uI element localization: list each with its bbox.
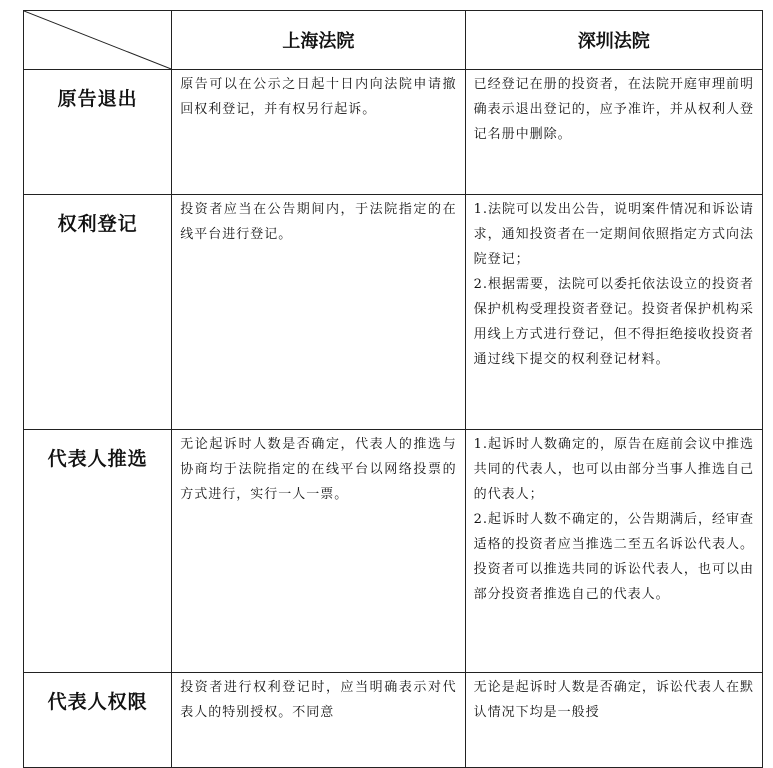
shenzhen-paragraph: 已经登记在册的投资者，在法院开庭审理前明确表示退出登记的，应予准许，并从权利人登记名册中删除。 <box>473 77 754 142</box>
diagonal-line <box>24 11 171 69</box>
table-row <box>24 673 763 768</box>
row-label: 代表人推选 <box>24 430 172 673</box>
shenzhen-cell <box>465 430 762 673</box>
shenzhen-paragraph: 2.起诉时人数不确定的，公告期满后，经审查适格的投资者应当推选二至五名诉讼代表人。投资者可以推选共同的诉讼代表人，也可以由部分投资者推选自己的代表人。 <box>473 512 754 602</box>
row-label: 代表人权限 <box>24 673 172 768</box>
shanghai-cell: 无论起诉时人数是否确定，代表人的推选与协商均于法院指定的在线平台以网络投票的方式进行，实行一人一票。 <box>172 430 465 673</box>
column-header-shenzhen: 深圳法院 <box>465 11 762 70</box>
shenzhen-paragraph: 2.根据需要，法院可以委托依法设立的投资者保护机构受理投资者登记。投资者保护机构采用线上方式进行登记，但不得拒绝接收投资者通过线下提交的权利登记材料。 <box>473 277 754 367</box>
table-header-row <box>24 11 763 70</box>
shenzhen-paragraph: 1.起诉时人数确定的，原告在庭前会议中推选共同的代表人，也可以由部分当事人推选自己的代表人； <box>473 437 754 502</box>
row-label: 权利登记 <box>24 195 172 430</box>
shenzhen-cell <box>465 70 762 195</box>
shenzhen-cell <box>465 195 762 430</box>
shenzhen-cell <box>465 673 762 768</box>
table-row <box>24 195 763 430</box>
shenzhen-paragraph: 无论是起诉时人数是否确定，诉讼代表人在默认情况下均是一般授 <box>473 680 754 720</box>
shanghai-cell: 原告可以在公示之日起十日内向法院申请撤回权利登记，并有权另行起诉。 <box>172 70 465 195</box>
comparison-table <box>23 10 763 768</box>
shenzhen-paragraph: 1.法院可以发出公告，说明案件情况和诉讼请求，通知投资者在一定期间依照指定方式向法院登记； <box>473 202 754 267</box>
shanghai-cell: 投资者进行权利登记时，应当明确表示对代表人的特别授权。不同意 <box>172 673 465 768</box>
row-label: 原告退出 <box>24 70 172 195</box>
diagonal-header-cell <box>24 11 172 70</box>
column-header-shanghai: 上海法院 <box>172 11 465 70</box>
shanghai-cell: 投资者应当在公告期间内，于法院指定的在线平台进行登记。 <box>172 195 465 430</box>
table-row <box>24 70 763 195</box>
table-row <box>24 430 763 673</box>
